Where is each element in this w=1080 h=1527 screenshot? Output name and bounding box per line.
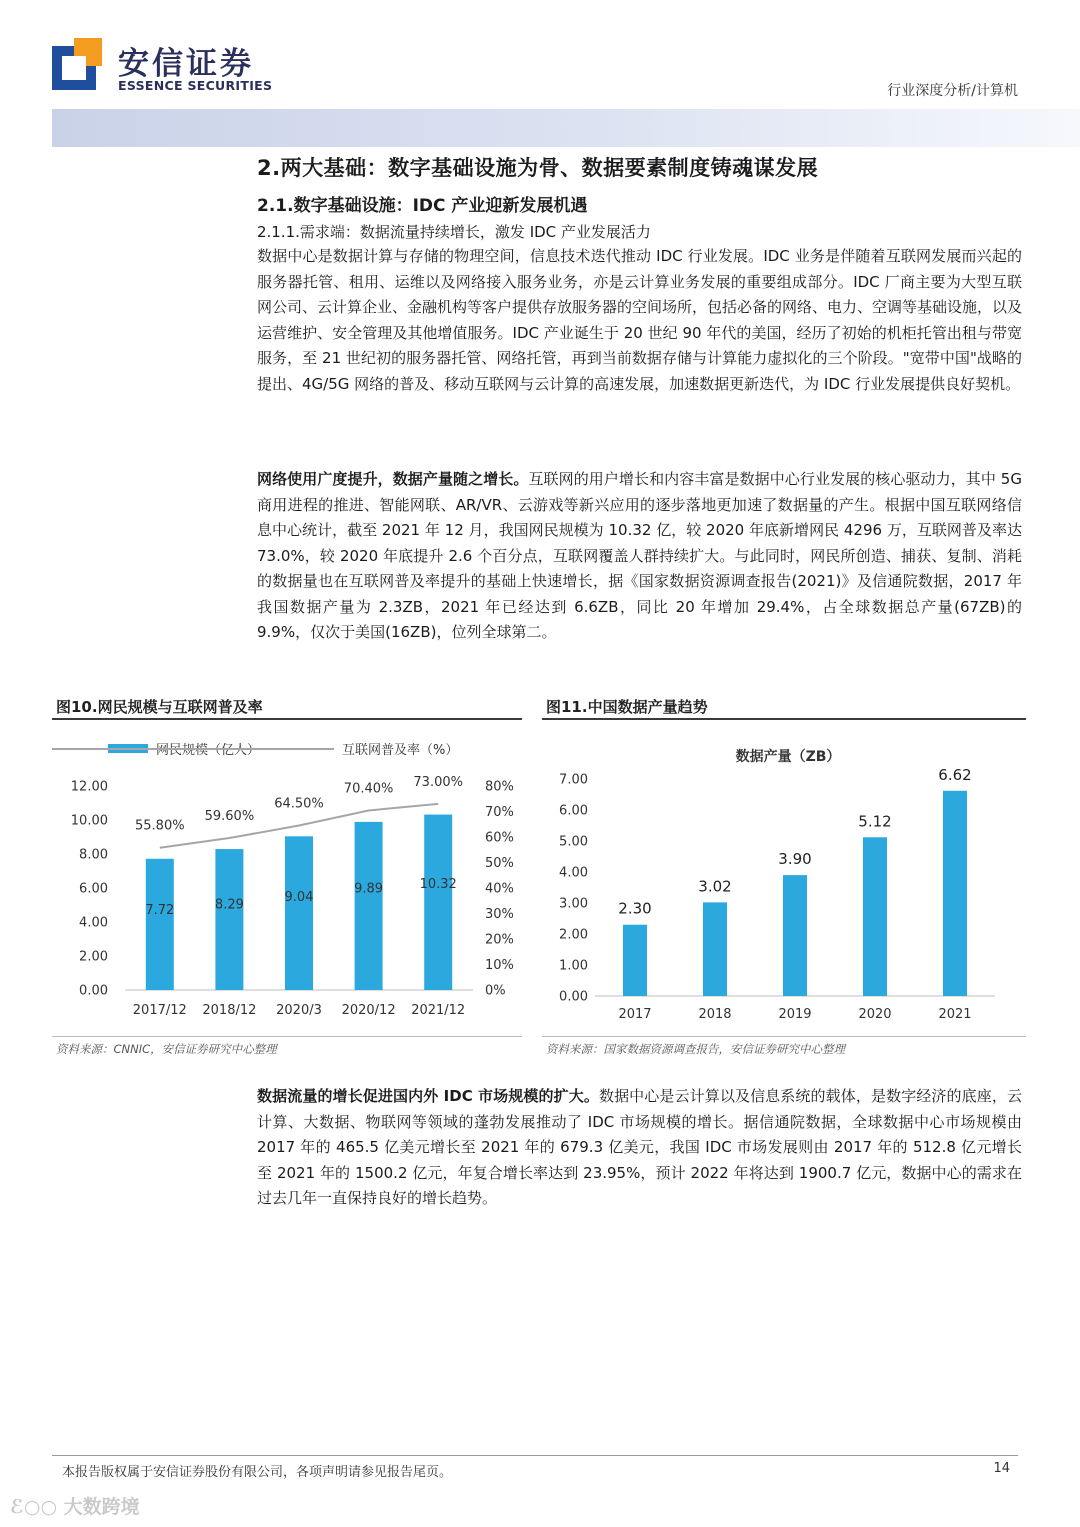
footer-disclaimer: 本报告版权属于安信证券股份有限公司，各项声明请参见报告尾页。 (62, 1465, 453, 1480)
logo-text-en: ESSENCE SECURITIES (118, 78, 273, 93)
figure-10-source-rule (52, 1036, 522, 1037)
bar (285, 836, 313, 990)
bar (355, 822, 383, 990)
subsection-heading: 2.1.数字基础设施：IDC 产业迎新发展机遇 (257, 196, 588, 216)
y2-tick-label: 10% (485, 958, 514, 973)
line-data-label: 70.40% (343, 781, 394, 797)
x-tick-label: 2017 (618, 1007, 652, 1022)
x-tick-label: 2021/12 (411, 1003, 466, 1018)
bar (703, 902, 727, 996)
bar-data-label: 8.29 (214, 897, 244, 913)
figure-10-source: 资料来源：CNNIC，安信证券研究中心整理 (56, 1042, 277, 1056)
y2-tick-label: 60% (485, 830, 514, 846)
paragraph-1: 数据中心是数据计算与存储的物理空间，信息技术迭代推动 IDC 行业发展。IDC 业务是伴随着互联网发展而兴起的服务器托管、租用、运维以及网络接入服务业务，亦是云计算业务发展的重要组成部分。IDC 厂商主要为大型互联网公司、云计算企业、金融机构等客户提供存放服务器的空间场所，包括必备的网络、电力、空调等基础设施，以及运营维护、安全管理及其他增值服务。IDC 产业诞生于 20 世纪 90 年代的美国，经历了初始的机柜托管出租与带宽服务，至 21 世纪初的服务器托管、网络托管，再到当前数据存储与计算能力虚拟化的三个阶段。"宽带中国"战略的提出、4G/5G 网络的普及、移动互联网与云计算的高速发展，加速数据更新迭代，为 IDC 行业发展提供良好契机。 (257, 247, 1023, 393)
x-tick-label: 2019 (778, 1007, 812, 1022)
x-tick-label: 2020/3 (276, 1003, 322, 1018)
y-tick-label: 6.00 (559, 803, 588, 819)
y2-tick-label: 70% (485, 805, 514, 820)
y-tick-label: 4.00 (559, 865, 588, 881)
x-tick-label: 2018/12 (202, 1003, 257, 1018)
bar-data-label: 6.62 (938, 765, 972, 784)
bar (783, 875, 807, 996)
bar-data-label: 10.32 (419, 877, 457, 893)
figure-11-source-rule (542, 1036, 1026, 1037)
watermark (10, 1492, 140, 1519)
line-data-label: 64.50% (274, 796, 324, 812)
x-tick-label: 2020/12 (341, 1003, 396, 1018)
bar-data-label: 9.89 (354, 881, 384, 897)
watermark-logo-icon: ℰ○○ (10, 1496, 58, 1518)
paragraph-2-body: 互联网的用户增长和内容丰富是数据中心行业发展的核心驱动力，其中 5G 商用进程的推进、智能网联、AR/VR、云游戏等新兴应用的逐步落地更加速了数据量的产生。根据中国互联网络信息中心统计，截至 2021 年 12 月，我国网民规模为 10.32 亿，较 2020 年底新增网民 4296 万，互联网普及率达 73.0%，较 2020 年底提升 2.6 个百分点，互联网覆盖人群持续扩大。与此同时，网民所创造、捕获、复制、消耗的数据量也在互联网普及率提升的基础上快速增长，据《国家数据资源调查报告(2021)》及信通院数据，2017 年我国数据产量为 2.3ZB，2021 年已经达到 6.6ZB，同比 20 年增加 29.4%，占全球数据总产量(67ZB)的 9.9%，仅次于美国(16ZB)，位列全球第二。 (257, 470, 1022, 641)
paragraph-3-lead: 数据流量的增长促进国内外 IDC 市场规模的扩大。 (257, 1087, 599, 1105)
y2-tick-label: 80% (485, 779, 514, 795)
section-heading: 2.两大基础：数字基础设施为骨、数据要素制度铸魂谋发展 (257, 156, 819, 180)
bar (623, 925, 647, 996)
x-tick-label: 2017/12 (132, 1003, 187, 1018)
x-tick-label: 2018 (698, 1007, 732, 1022)
bar-data-label: 7.72 (145, 902, 175, 918)
bar (146, 859, 174, 990)
figure-11-source: 资料来源：国家数据资源调查报告，安信证券研究中心整理 (546, 1042, 845, 1056)
x-tick-label: 2020 (858, 1007, 892, 1022)
legend (52, 742, 458, 758)
y2-tick-label: 0% (485, 983, 506, 999)
bar (424, 815, 452, 990)
line-data-label: 59.60% (204, 809, 255, 825)
y-tick-label: 12.00 (70, 779, 108, 795)
header-band (52, 109, 1080, 147)
bar (215, 849, 243, 990)
paragraph-3 (257, 1084, 1022, 1212)
y-tick-label: 5.00 (559, 834, 588, 850)
y-tick-label: 2.00 (559, 927, 588, 943)
figure-11-chart (542, 728, 1026, 1033)
watermark-text: 大数跨境 (63, 1496, 140, 1518)
y-tick-label: 2.00 (79, 949, 108, 965)
y-tick-label: 6.00 (79, 881, 108, 897)
y-tick-label: 8.00 (79, 847, 108, 863)
y-tick-label: 10.00 (70, 813, 108, 829)
legend-bar-label: 网民规模（亿人） (156, 743, 261, 758)
y-tick-label: 0.00 (79, 983, 108, 999)
y2-tick-label: 40% (485, 881, 514, 897)
logo-mark-icon (52, 38, 102, 94)
y2-tick-label: 30% (485, 907, 514, 922)
figure-10-title: 图10.网民规模与互联网普及率 (56, 698, 263, 716)
bar (863, 837, 887, 996)
footer-rule (52, 1455, 1018, 1456)
line-data-label: 73.00% (413, 774, 463, 790)
figure-10-chart (52, 728, 522, 1033)
bar-data-label: 5.12 (858, 812, 892, 831)
subsubsection-heading: 2.1.1.需求端：数据流量持续增长，激发 IDC 产业发展活力 (257, 223, 651, 241)
paragraph-2 (257, 467, 1022, 646)
y-tick-label: 3.00 (559, 896, 588, 912)
y2-tick-label: 50% (485, 856, 514, 871)
bar-data-label: 3.02 (698, 877, 732, 896)
figure-11-title: 图11.中国数据产量趋势 (546, 698, 708, 716)
figure-11-rule (542, 718, 1026, 720)
x-tick-label: 2021 (938, 1007, 972, 1022)
bar-data-label: 3.90 (778, 850, 812, 869)
bar-data-label: 9.04 (284, 889, 314, 905)
paragraph-3-body: 数据中心是云计算以及信息系统的载体，是数字经济的底座，云计算、大数据、物联网等领域的蓬勃发展推动了 IDC 市场规模的增长。据信通院数据，全球数据中心市场规模由 2017 年的 465.5 亿美元增长至 2021 年的 679.3 亿美元，我国 IDC 市场发展则由 2017 年的 512.8 亿元增长至 2021 年的 1500.2 亿元，年复合增长率达到 23.95%，预计 2022 年将达到 1900.7 亿元，数据中心的需求在过去几年一直保持良好的增长趋势。 (257, 1087, 1022, 1207)
bar (943, 791, 967, 996)
y2-tick-label: 20% (485, 932, 514, 948)
logo-text-cn: 安信证券 (118, 46, 254, 82)
page-number: 14 (993, 1461, 1010, 1476)
legend-line-label: 互联网普及率（%） (342, 743, 459, 758)
paragraph-2-lead: 网络使用广度提升，数据产量随之增长。 (257, 470, 529, 488)
y-tick-label: 0.00 (559, 989, 588, 1005)
chart-title: 数据产量（ZB） (735, 749, 841, 765)
y-tick-label: 7.00 (559, 772, 588, 788)
bar-data-label: 2.30 (618, 899, 652, 918)
y-tick-label: 4.00 (79, 915, 108, 931)
line-data-label: 55.80% (135, 818, 185, 834)
report-category: 行业深度分析/计算机 (887, 83, 1018, 99)
y-tick-label: 1.00 (559, 958, 588, 974)
figure-10-rule (52, 718, 522, 720)
